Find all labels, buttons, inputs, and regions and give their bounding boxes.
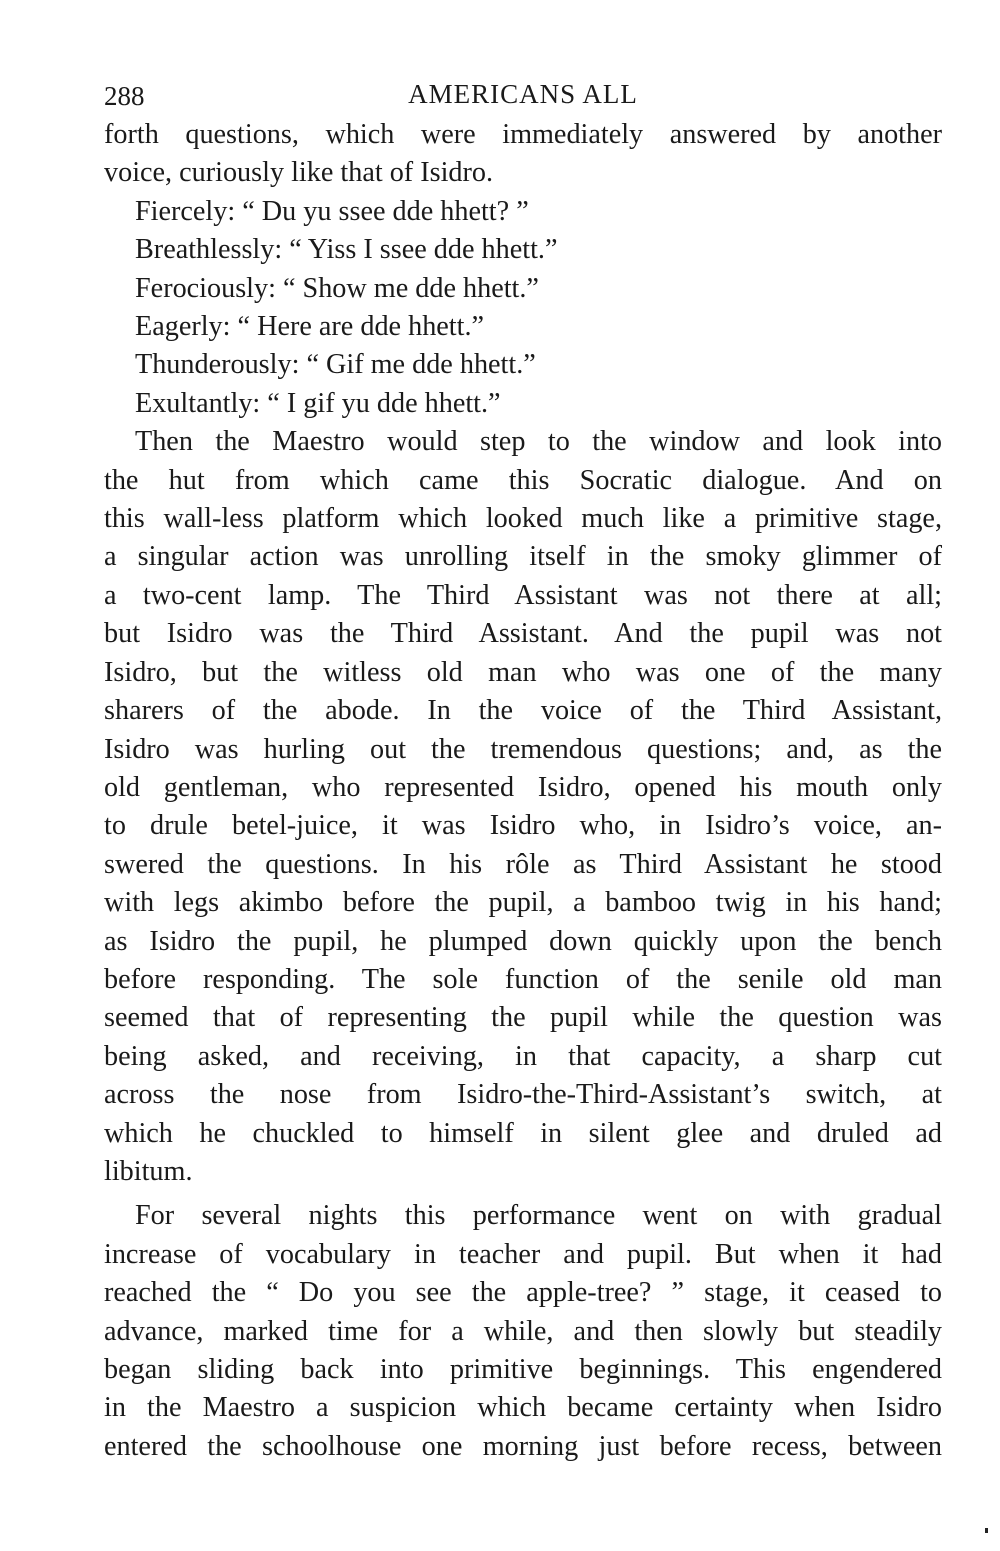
text-line: libitum. (104, 1155, 193, 1187)
running-head (104, 74, 942, 116)
text-line: as Isidro the pupil, he plumped down quickly upon the bench (104, 925, 942, 957)
text-line: this wall-less platform which looked much like a primitive stage, (104, 503, 942, 535)
text-line: but Isidro was the Third Assistant. And the pupil was not (104, 618, 942, 650)
book-page (104, 74, 942, 1466)
paragraph (104, 1197, 942, 1466)
text-line: across the nose from Isidro-the-Third-Assistant’s switch, at (104, 1079, 942, 1111)
text-line: forth questions, which were immediately answered by another (104, 119, 942, 150)
text-line: the hut from which came this Socratic dialogue. And on (104, 464, 942, 496)
text-line: to drule betel-juice, it was Isidro who, in Isidro’s voice, an- (104, 810, 942, 842)
text-line: seemed that of representing the pupil while the question was (104, 1002, 942, 1034)
text-line: a two-cent lamp. The Third Assistant was not there at all; (104, 579, 942, 611)
text-line: advance, marked time for a while, and then slowly but steadily (104, 1315, 942, 1347)
text-line: with legs akimbo before the pupil, a bamboo twig in his hand; (104, 887, 942, 919)
text-line: being asked, and receiving, in that capacity, a sharp cut (104, 1040, 942, 1072)
text-line: entered the schoolhouse one morning just before recess, between (104, 1430, 942, 1462)
text-line: Isidro was hurling out the tremendous questions; and, as the (104, 733, 942, 765)
dialogue-line: Thunderously: “ Gif me dde hhett.” (135, 349, 536, 381)
text-line: voice, curiously like that of Isidro. (104, 157, 494, 189)
text-line: old gentleman, who represented Isidro, opened his mouth only (104, 771, 942, 803)
text-line: increase of vocabulary in teacher and pupil. But when it had (104, 1238, 942, 1270)
dialogue-line: Breathlessly: “ Yiss I ssee dde hhett.” (135, 234, 558, 266)
text-line: before responding. The sole function of the senile old man (104, 963, 942, 995)
dialogue-line: Eagerly: “ Here are dde hhett.” (135, 311, 485, 343)
running-title: AMERICANS ALL (408, 79, 638, 109)
text-line: sharers of the abode. In the voice of the Third Assistant, (104, 695, 942, 727)
dialogue-block (104, 193, 942, 423)
text-line: reached the “ Do you see the apple-tree? ” stage, it ceased to (104, 1277, 942, 1309)
text-line: swered the questions. In his rôle as Third Assistant he stood (104, 848, 942, 880)
body-text (104, 116, 942, 1466)
text-line: a singular action was unrolling itself in the smoky glimmer of (104, 541, 942, 573)
text-line: began sliding back into primitive beginnings. This engendered (104, 1354, 942, 1385)
text-line: For several nights this performance went on with gradual (135, 1200, 942, 1232)
paragraph (104, 423, 942, 1191)
dialogue-line: Exultantly: “ I gif yu dde hhett.” (135, 387, 501, 419)
paragraph-continuation (104, 116, 942, 193)
page-number: 288 (104, 81, 145, 111)
dialogue-line: Fiercely: “ Du yu ssee dde hhett? ” (135, 195, 529, 227)
text-line: in the Maestro a suspicion which became certainty when Isidro (104, 1392, 942, 1424)
scan-speck (985, 1528, 988, 1533)
text-line: Isidro, but the witless old man who was one of the many (104, 656, 942, 688)
text-line: which he chuckled to himself in silent glee and druled ad (104, 1117, 942, 1149)
text-line: Then the Maestro would step to the window and look into (135, 426, 942, 458)
dialogue-line: Ferociously: “ Show me dde hhett.” (135, 272, 539, 304)
